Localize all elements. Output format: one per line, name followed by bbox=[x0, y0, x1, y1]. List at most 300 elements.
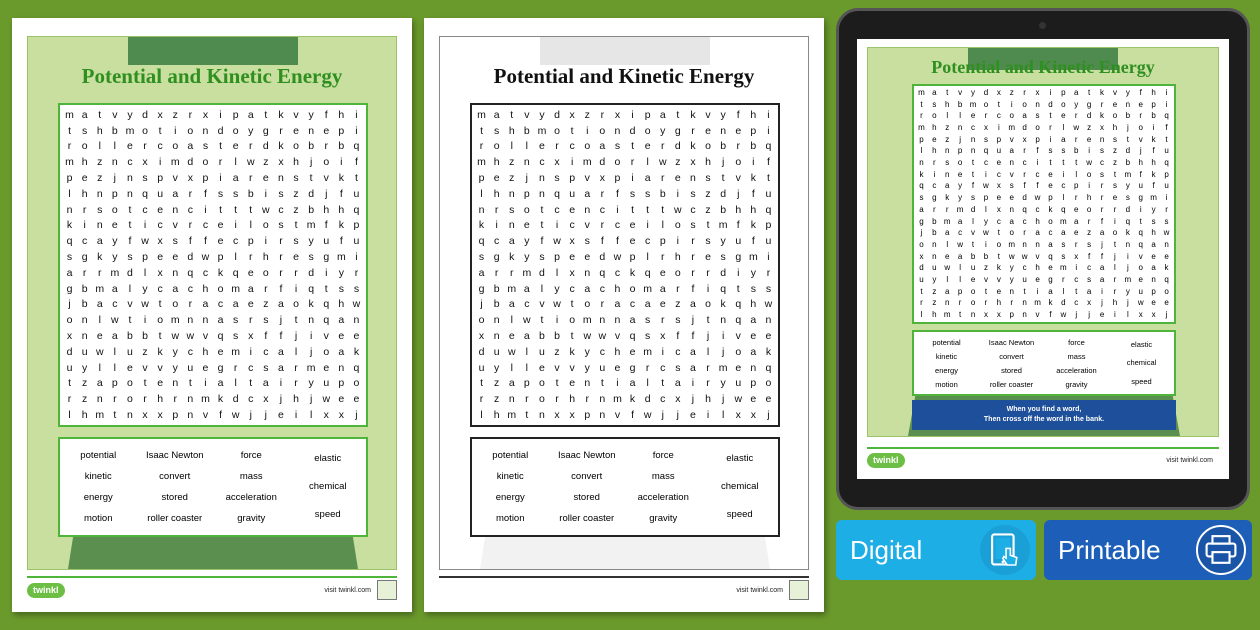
grid-letter[interactable]: r bbox=[933, 158, 936, 168]
grid-letter[interactable]: r bbox=[1087, 216, 1091, 226]
grid-letter[interactable]: n bbox=[1035, 239, 1040, 249]
grid-letter[interactable]: r bbox=[1074, 193, 1078, 203]
grid-letter[interactable]: i bbox=[1114, 216, 1116, 226]
grid-letter[interactable]: r bbox=[1165, 204, 1168, 214]
grid-letter[interactable]: p bbox=[983, 193, 989, 203]
grid-letter[interactable]: a bbox=[945, 286, 950, 296]
grid-letter[interactable]: s bbox=[945, 158, 950, 168]
grid-letter[interactable]: x bbox=[996, 310, 1001, 320]
grid-letter[interactable]: n bbox=[945, 146, 950, 156]
grid-letter[interactable]: e bbox=[996, 286, 1002, 296]
grid-letter[interactable]: r bbox=[1023, 87, 1026, 97]
grid-letter[interactable]: l bbox=[1062, 193, 1065, 203]
grid-letter[interactable]: p bbox=[1164, 169, 1169, 179]
grid-letter[interactable]: o bbox=[1009, 111, 1014, 121]
grid-letter[interactable]: k bbox=[945, 193, 950, 203]
grid-letter[interactable]: u bbox=[1164, 146, 1169, 156]
grid-letter[interactable]: h bbox=[1112, 298, 1118, 308]
grid-letter[interactable]: o bbox=[996, 239, 1002, 249]
grid-letter[interactable]: k bbox=[1151, 134, 1156, 144]
grid-letter[interactable]: r bbox=[1023, 228, 1026, 238]
grid-letter[interactable]: z bbox=[1009, 87, 1014, 97]
grid-letter[interactable]: y bbox=[1009, 263, 1014, 273]
grid-letter[interactable]: v bbox=[1009, 134, 1014, 144]
grid-letter[interactable]: n bbox=[1151, 275, 1156, 285]
grid-letter[interactable]: b bbox=[932, 228, 937, 238]
grid-letter[interactable]: m bbox=[1124, 169, 1132, 179]
grid-letter[interactable]: f bbox=[1049, 310, 1052, 320]
grid-letter[interactable]: a bbox=[1035, 228, 1040, 238]
grid-letter[interactable]: m bbox=[1060, 263, 1067, 273]
grid-letter[interactable]: x bbox=[1100, 122, 1105, 132]
grid-letter[interactable]: z bbox=[1112, 146, 1117, 156]
grid-letter[interactable]: t bbox=[1075, 286, 1078, 296]
grid-letter[interactable]: f bbox=[1139, 169, 1142, 179]
grid-letter[interactable]: o bbox=[1009, 228, 1014, 238]
grid-letter[interactable]: t bbox=[1113, 169, 1117, 179]
grid-letter[interactable]: c bbox=[1074, 275, 1079, 285]
grid-letter[interactable]: k bbox=[1048, 298, 1053, 308]
grid-letter[interactable]: a bbox=[1048, 239, 1053, 249]
grid-letter[interactable]: x bbox=[996, 87, 1001, 97]
grid-letter[interactable]: r bbox=[1062, 275, 1065, 285]
grid-letter[interactable]: a bbox=[919, 204, 924, 214]
grid-letter[interactable]: k bbox=[1151, 169, 1156, 179]
grid-letter[interactable]: s bbox=[1009, 181, 1014, 191]
grid-letter[interactable]: u bbox=[919, 275, 924, 285]
grid-letter[interactable]: a bbox=[932, 87, 937, 97]
grid-letter[interactable]: z bbox=[945, 134, 950, 144]
grid-letter[interactable]: t bbox=[1139, 216, 1142, 226]
grid-letter[interactable]: n bbox=[1035, 99, 1040, 109]
grid-letter[interactable]: r bbox=[984, 111, 988, 121]
grid-letter[interactable]: s bbox=[1151, 216, 1156, 226]
grid-letter[interactable]: z bbox=[1087, 122, 1092, 132]
grid-letter[interactable]: w bbox=[1163, 228, 1170, 238]
grid-letter[interactable]: l bbox=[972, 216, 974, 226]
grid-letter[interactable]: t bbox=[1165, 134, 1168, 144]
grid-letter[interactable]: n bbox=[970, 310, 976, 320]
grid-letter[interactable]: r bbox=[1023, 169, 1026, 179]
grid-letter[interactable]: t bbox=[1113, 239, 1117, 249]
grid-letter[interactable]: f bbox=[1139, 87, 1142, 97]
grid-letter[interactable]: s bbox=[932, 99, 937, 109]
grid-letter[interactable]: i bbox=[1010, 99, 1013, 109]
grid-letter[interactable]: g bbox=[1086, 99, 1092, 109]
grid-letter[interactable]: a bbox=[1151, 239, 1156, 249]
grid-letter[interactable]: x bbox=[983, 310, 988, 320]
grid-letter[interactable]: j bbox=[920, 228, 923, 238]
grid-letter[interactable]: i bbox=[985, 239, 987, 249]
grid-letter[interactable]: y bbox=[1074, 99, 1079, 109]
grid-letter[interactable]: a bbox=[1009, 216, 1014, 226]
grid-letter[interactable]: l bbox=[946, 111, 949, 121]
grid-letter[interactable]: b bbox=[1125, 111, 1131, 121]
grid-letter[interactable]: n bbox=[957, 122, 963, 132]
grid-letter[interactable]: n bbox=[1022, 298, 1027, 308]
grid-letter[interactable]: y bbox=[1151, 204, 1156, 214]
grid-letter[interactable]: o bbox=[957, 158, 963, 168]
grid-letter[interactable]: c bbox=[1022, 158, 1027, 168]
grid-letter[interactable]: i bbox=[1114, 310, 1116, 320]
grid-letter[interactable]: z bbox=[932, 286, 937, 296]
grid-letter[interactable]: f bbox=[1036, 181, 1039, 191]
grid-letter[interactable]: n bbox=[970, 146, 976, 156]
grid-letter[interactable]: h bbox=[1151, 158, 1156, 168]
grid-letter[interactable]: k bbox=[919, 169, 924, 179]
grid-letter[interactable]: j bbox=[1126, 122, 1129, 132]
grid-letter[interactable]: h bbox=[932, 146, 937, 156]
grid-letter[interactable]: c bbox=[1074, 298, 1079, 308]
grid-letter[interactable]: s bbox=[1061, 251, 1066, 261]
grid-letter[interactable]: a bbox=[945, 181, 950, 191]
grid-letter[interactable]: t bbox=[1126, 134, 1129, 144]
grid-letter[interactable]: f bbox=[1100, 216, 1104, 226]
grid-letter[interactable]: z bbox=[1112, 158, 1117, 168]
grid-letter[interactable]: t bbox=[1049, 158, 1052, 168]
grid-letter[interactable]: r bbox=[1023, 146, 1026, 156]
grid-letter[interactable]: a bbox=[1061, 228, 1066, 238]
grid-letter[interactable]: e bbox=[1099, 310, 1105, 320]
grid-letter[interactable]: e bbox=[1138, 275, 1143, 285]
grid-letter[interactable]: v bbox=[1138, 251, 1143, 261]
grid-letter[interactable]: l bbox=[1075, 169, 1078, 179]
grid-letter[interactable]: z bbox=[945, 122, 950, 132]
grid-letter[interactable]: c bbox=[983, 158, 988, 168]
grid-letter[interactable]: h bbox=[1138, 158, 1143, 168]
grid-letter[interactable]: q bbox=[1022, 204, 1027, 214]
grid-letter[interactable]: y bbox=[971, 87, 976, 97]
grid-letter[interactable]: r bbox=[920, 298, 923, 308]
grid-letter[interactable]: l bbox=[1062, 286, 1065, 296]
grid-letter[interactable]: o bbox=[1112, 111, 1118, 121]
grid-letter[interactable]: i bbox=[1075, 263, 1078, 273]
grid-letter[interactable]: p bbox=[957, 146, 963, 156]
grid-letter[interactable]: b bbox=[1125, 158, 1131, 168]
grid-letter[interactable]: w bbox=[1034, 193, 1041, 203]
grid-letter[interactable]: h bbox=[1112, 122, 1118, 132]
grid-letter[interactable]: r bbox=[1100, 181, 1104, 191]
grid-letter[interactable]: f bbox=[1100, 251, 1104, 261]
grid-letter[interactable]: m bbox=[918, 87, 925, 97]
grid-letter[interactable]: u bbox=[970, 263, 976, 273]
grid-letter[interactable]: u bbox=[932, 263, 937, 273]
grid-letter[interactable]: a bbox=[1099, 228, 1105, 238]
grid-letter[interactable]: r bbox=[1100, 204, 1104, 214]
grid-letter[interactable]: t bbox=[1075, 158, 1078, 168]
grid-letter[interactable]: r bbox=[920, 111, 923, 121]
grid-letter[interactable]: z bbox=[983, 263, 988, 273]
grid-letter[interactable]: a bbox=[957, 251, 963, 261]
grid-letter[interactable]: x bbox=[1035, 87, 1040, 97]
grid-letter[interactable]: e bbox=[1048, 169, 1053, 179]
grid-letter[interactable]: m bbox=[969, 99, 977, 109]
grid-letter[interactable]: o bbox=[1164, 286, 1169, 296]
grid-letter[interactable]: n bbox=[1009, 158, 1014, 168]
grid-letter[interactable]: n bbox=[932, 251, 937, 261]
grid-letter[interactable]: e bbox=[1048, 181, 1053, 191]
grid-letter[interactable]: p bbox=[1151, 286, 1156, 296]
grid-letter[interactable]: o bbox=[1061, 99, 1066, 109]
grid-letter[interactable]: o bbox=[1086, 169, 1092, 179]
grid-letter[interactable]: e bbox=[1112, 99, 1118, 109]
grid-letter[interactable]: m bbox=[1034, 298, 1041, 308]
grid-letter[interactable]: t bbox=[971, 239, 975, 249]
grid-letter[interactable]: q bbox=[1061, 204, 1066, 214]
grid-letter[interactable]: y bbox=[1125, 286, 1130, 296]
grid-letter[interactable]: o bbox=[1035, 122, 1040, 132]
grid-letter[interactable]: o bbox=[919, 239, 924, 249]
word-search-grid[interactable] bbox=[912, 84, 1176, 324]
grid-letter[interactable]: i bbox=[1101, 286, 1103, 296]
grid-letter[interactable]: q bbox=[919, 181, 924, 191]
grid-letter[interactable]: c bbox=[1048, 228, 1053, 238]
grid-letter[interactable]: i bbox=[1126, 251, 1129, 261]
grid-letter[interactable]: i bbox=[1165, 87, 1168, 97]
grid-letter[interactable]: v bbox=[1138, 134, 1143, 144]
grid-letter[interactable]: j bbox=[1101, 298, 1103, 308]
grid-letter[interactable]: t bbox=[997, 99, 1000, 109]
grid-letter[interactable]: y bbox=[958, 193, 963, 203]
grid-letter[interactable]: a bbox=[1099, 275, 1105, 285]
grid-letter[interactable]: o bbox=[1022, 99, 1027, 109]
grid-letter[interactable]: x bbox=[1138, 310, 1143, 320]
grid-letter[interactable]: s bbox=[1048, 146, 1053, 156]
grid-letter[interactable]: r bbox=[933, 204, 936, 214]
grid-letter[interactable]: p bbox=[1151, 99, 1156, 109]
grid-letter[interactable]: r bbox=[1113, 286, 1117, 296]
grid-letter[interactable]: u bbox=[1164, 181, 1169, 191]
grid-letter[interactable]: j bbox=[1088, 310, 1091, 320]
grid-letter[interactable]: w bbox=[1008, 251, 1015, 261]
grid-letter[interactable]: r bbox=[1139, 111, 1143, 121]
grid-letter[interactable]: e bbox=[932, 134, 937, 144]
grid-letter[interactable]: r bbox=[984, 298, 988, 308]
grid-letter[interactable]: q bbox=[1164, 275, 1169, 285]
grid-letter[interactable]: a bbox=[1009, 146, 1014, 156]
grid-letter[interactable]: n bbox=[1099, 134, 1105, 144]
grid-letter[interactable]: l bbox=[946, 239, 949, 249]
grid-letter[interactable]: f bbox=[1152, 146, 1155, 156]
grid-letter[interactable]: j bbox=[1165, 310, 1168, 320]
grid-letter[interactable]: m bbox=[943, 216, 951, 226]
grid-letter[interactable]: d bbox=[1125, 146, 1131, 156]
grid-letter[interactable]: v bbox=[983, 275, 988, 285]
grid-letter[interactable]: r bbox=[1113, 204, 1117, 214]
grid-letter[interactable]: p bbox=[1009, 310, 1014, 320]
grid-letter[interactable]: t bbox=[984, 286, 988, 296]
grid-letter[interactable]: o bbox=[970, 298, 976, 308]
grid-letter[interactable]: p bbox=[1035, 134, 1040, 144]
grid-letter[interactable]: s bbox=[971, 193, 976, 203]
grid-letter[interactable]: t bbox=[959, 310, 962, 320]
grid-letter[interactable]: e bbox=[970, 111, 976, 121]
grid-letter[interactable]: a bbox=[1151, 263, 1156, 273]
grid-letter[interactable]: d bbox=[919, 263, 924, 273]
grid-letter[interactable]: c bbox=[971, 122, 976, 132]
grid-letter[interactable]: g bbox=[932, 193, 937, 203]
grid-letter[interactable]: t bbox=[997, 228, 1000, 238]
grid-letter[interactable]: s bbox=[1087, 275, 1092, 285]
grid-letter[interactable]: j bbox=[1139, 146, 1142, 156]
grid-letter[interactable]: k bbox=[1100, 111, 1105, 121]
grid-letter[interactable]: t bbox=[1088, 87, 1091, 97]
grid-letter[interactable]: m bbox=[1124, 275, 1132, 285]
grid-letter[interactable]: t bbox=[920, 99, 923, 109]
grid-letter[interactable]: f bbox=[1036, 146, 1039, 156]
grid-letter[interactable]: c bbox=[1061, 181, 1066, 191]
grid-letter[interactable]: z bbox=[1087, 228, 1092, 238]
grid-letter[interactable]: r bbox=[1074, 134, 1078, 144]
grid-letter[interactable]: t bbox=[920, 286, 923, 296]
grid-letter[interactable]: j bbox=[1101, 239, 1103, 249]
grid-letter[interactable]: s bbox=[1035, 111, 1040, 121]
grid-letter[interactable]: o bbox=[1138, 263, 1143, 273]
grid-letter[interactable]: j bbox=[1126, 298, 1129, 308]
grid-letter[interactable]: l bbox=[946, 275, 949, 285]
grid-letter[interactable]: q bbox=[1164, 111, 1169, 121]
grid-letter[interactable]: d bbox=[1048, 99, 1053, 109]
grid-letter[interactable]: v bbox=[1112, 87, 1117, 97]
grid-letter[interactable]: v bbox=[1035, 251, 1040, 261]
grid-letter[interactable]: i bbox=[1088, 181, 1091, 191]
grid-letter[interactable]: j bbox=[1114, 251, 1116, 261]
grid-letter[interactable]: x bbox=[983, 122, 988, 132]
grid-letter[interactable]: m bbox=[1008, 122, 1016, 132]
grid-letter[interactable]: r bbox=[1074, 239, 1078, 249]
grid-letter[interactable]: e bbox=[945, 251, 950, 261]
grid-letter[interactable]: h bbox=[1151, 87, 1156, 97]
grid-letter[interactable]: f bbox=[1152, 181, 1155, 191]
grid-letter[interactable]: a bbox=[945, 228, 950, 238]
grid-letter[interactable]: i bbox=[997, 122, 1000, 132]
grid-letter[interactable]: m bbox=[1150, 193, 1157, 203]
grid-letter[interactable]: m bbox=[1008, 239, 1016, 249]
grid-letter[interactable]: w bbox=[1021, 251, 1028, 261]
grid-letter[interactable]: m bbox=[943, 310, 951, 320]
grid-letter[interactable]: p bbox=[996, 134, 1002, 144]
grid-letter[interactable]: n bbox=[1022, 310, 1027, 320]
grid-letter[interactable]: e bbox=[1151, 298, 1156, 308]
grid-letter[interactable]: d bbox=[1125, 204, 1131, 214]
grid-letter[interactable]: i bbox=[1139, 204, 1142, 214]
grid-letter[interactable]: u bbox=[1138, 286, 1143, 296]
grid-letter[interactable]: r bbox=[945, 204, 949, 214]
grid-letter[interactable]: i bbox=[1036, 286, 1039, 296]
grid-letter[interactable]: n bbox=[970, 134, 976, 144]
grid-letter[interactable]: a bbox=[1074, 216, 1079, 226]
grid-letter[interactable]: h bbox=[1086, 193, 1092, 203]
grid-letter[interactable]: d bbox=[983, 87, 989, 97]
grid-letter[interactable]: c bbox=[996, 169, 1001, 179]
grid-letter[interactable]: t bbox=[1049, 111, 1052, 121]
grid-letter[interactable]: s bbox=[1100, 146, 1105, 156]
grid-letter[interactable]: s bbox=[1112, 134, 1117, 144]
grid-letter[interactable]: i bbox=[985, 169, 987, 179]
grid-letter[interactable]: n bbox=[1125, 239, 1131, 249]
grid-letter[interactable]: q bbox=[983, 146, 989, 156]
grid-letter[interactable]: s bbox=[1100, 169, 1105, 179]
grid-letter[interactable]: r bbox=[1100, 193, 1104, 203]
grid-letter[interactable]: n bbox=[1022, 239, 1027, 249]
grid-letter[interactable]: p bbox=[1048, 193, 1053, 203]
grid-letter[interactable]: x bbox=[1022, 134, 1027, 144]
grid-letter[interactable]: l bbox=[959, 275, 962, 285]
grid-letter[interactable]: y bbox=[1125, 87, 1130, 97]
grid-letter[interactable]: h bbox=[1151, 228, 1156, 238]
grid-letter[interactable]: b bbox=[983, 251, 989, 261]
grid-letter[interactable]: e bbox=[1009, 193, 1014, 203]
grid-letter[interactable]: i bbox=[1049, 87, 1052, 97]
grid-letter[interactable]: a bbox=[1048, 286, 1053, 296]
grid-letter[interactable]: h bbox=[1035, 216, 1040, 226]
grid-letter[interactable]: l bbox=[920, 146, 923, 156]
grid-letter[interactable]: i bbox=[1165, 193, 1168, 203]
grid-letter[interactable]: f bbox=[1165, 122, 1168, 132]
grid-letter[interactable]: o bbox=[1112, 228, 1118, 238]
grid-letter[interactable]: x bbox=[996, 204, 1001, 214]
grid-letter[interactable]: t bbox=[971, 169, 975, 179]
grid-letter[interactable]: k bbox=[1125, 228, 1130, 238]
grid-letter[interactable]: k bbox=[996, 263, 1001, 273]
grid-letter[interactable]: q bbox=[1048, 251, 1053, 261]
grid-letter[interactable]: f bbox=[971, 181, 975, 191]
grid-letter[interactable]: a bbox=[1099, 263, 1105, 273]
grid-letter[interactable]: e bbox=[1086, 134, 1092, 144]
grid-letter[interactable]: b bbox=[932, 216, 937, 226]
grid-letter[interactable]: e bbox=[1074, 204, 1079, 214]
grid-letter[interactable]: a bbox=[1086, 286, 1092, 296]
grid-letter[interactable]: v bbox=[958, 87, 963, 97]
grid-letter[interactable]: t bbox=[971, 158, 975, 168]
grid-letter[interactable]: v bbox=[971, 228, 976, 238]
grid-letter[interactable]: n bbox=[1125, 99, 1131, 109]
grid-letter[interactable]: s bbox=[1112, 181, 1117, 191]
grid-letter[interactable]: i bbox=[1088, 146, 1091, 156]
grid-letter[interactable]: l bbox=[1114, 263, 1116, 273]
grid-letter[interactable]: m bbox=[956, 204, 964, 214]
grid-letter[interactable]: t bbox=[946, 87, 949, 97]
grid-letter[interactable]: i bbox=[1152, 122, 1155, 132]
grid-letter[interactable]: n bbox=[932, 239, 937, 249]
grid-letter[interactable]: d bbox=[1086, 111, 1092, 121]
grid-letter[interactable]: h bbox=[996, 298, 1002, 308]
grid-letter[interactable]: l bbox=[920, 310, 923, 320]
grid-letter[interactable]: e bbox=[1164, 251, 1169, 261]
grid-letter[interactable]: g bbox=[1138, 193, 1143, 203]
grid-letter[interactable]: g bbox=[1048, 275, 1053, 285]
grid-letter[interactable]: i bbox=[1049, 134, 1052, 144]
grid-letter[interactable]: e bbox=[1061, 111, 1066, 121]
grid-letter[interactable]: s bbox=[1087, 239, 1092, 249]
grid-letter[interactable]: f bbox=[1088, 251, 1091, 261]
grid-letter[interactable]: d bbox=[1061, 298, 1066, 308]
grid-letter[interactable]: o bbox=[970, 286, 976, 296]
grid-letter[interactable]: c bbox=[1035, 169, 1040, 179]
grid-letter[interactable]: r bbox=[1049, 122, 1052, 132]
grid-letter[interactable]: l bbox=[959, 263, 962, 273]
grid-letter[interactable]: h bbox=[932, 122, 937, 132]
grid-letter[interactable]: a bbox=[1074, 87, 1079, 97]
grid-letter[interactable]: t bbox=[997, 251, 1000, 261]
grid-letter[interactable]: v bbox=[1009, 169, 1014, 179]
grid-letter[interactable]: t bbox=[1023, 286, 1026, 296]
grid-letter[interactable]: o bbox=[983, 99, 989, 109]
grid-letter[interactable]: p bbox=[919, 134, 924, 144]
grid-letter[interactable]: h bbox=[1035, 263, 1040, 273]
grid-letter[interactable]: s bbox=[983, 134, 988, 144]
grid-letter[interactable]: i bbox=[1062, 169, 1065, 179]
